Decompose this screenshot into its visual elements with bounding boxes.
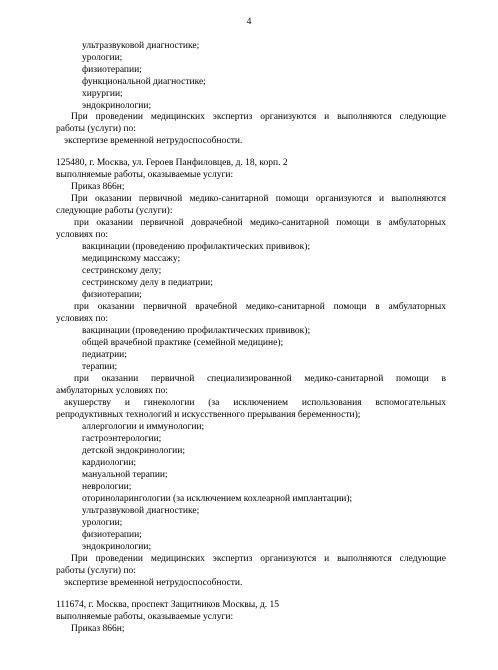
paragraph-line: работы (услуги) по: (56, 566, 136, 576)
list-item: урологии; (82, 518, 123, 528)
list-item: физиотерапии; (82, 290, 142, 300)
list-item: эндокринологии; (82, 542, 152, 552)
paragraph-line: следующие работы (услуги): (56, 206, 173, 216)
list-item: урологии; (82, 53, 123, 63)
list-item: кардиологии; (82, 458, 137, 468)
paragraph-line: экспертизе временной нетрудоспособности. (64, 578, 243, 588)
paragraph-line: при оказании первичной доврачебной медико-санитарной помощи в амбулаторных (74, 218, 446, 228)
paragraph-line: При проведении медицинских экспертиз организуются и выполняются следующие (71, 112, 446, 122)
list-item: хирургии; (82, 89, 123, 99)
list-item: терапии; (82, 362, 118, 372)
paragraph-line: при оказании первичной врачебной медико-санитарной помощи в амбулаторных (74, 302, 446, 312)
list-item: гастроэнтерологии; (82, 434, 162, 444)
order-reference: Приказ 866н; (71, 182, 125, 192)
address-heading: 125480, г. Москва, ул. Героев Панфиловцев, д. 18, корп. 2 (56, 158, 288, 168)
list-item: сестринскому делу в педиатрии; (82, 278, 213, 288)
page-number: 4 (246, 17, 252, 27)
list-item: ультразвуковой диагностике; (82, 41, 200, 51)
list-item: физиотерапии; (82, 530, 142, 540)
list-item: ультразвуковой диагностике; (82, 506, 200, 516)
list-item: неврологии; (82, 482, 132, 492)
list-item: функциональной диагностике; (82, 77, 206, 87)
paragraph-line: условиях по: (56, 314, 108, 324)
list-item: медицинскому массажу; (82, 254, 181, 264)
paragraph-line: выполняемые работы, оказываемые услуги: (56, 612, 234, 622)
paragraph-line: При оказании первичной медико-санитарной помощи организуются и выполняются (71, 194, 446, 204)
paragraph-line: экспертизе временной нетрудоспособности. (64, 136, 243, 146)
list-item: акушерству и гинекологии (за исключением использования вспомогательных (64, 398, 446, 408)
list-item: сестринскому делу; (82, 266, 162, 276)
paragraph-line: выполняемые работы, оказываемые услуги: (56, 170, 234, 180)
list-item: детской эндокринологии; (82, 446, 185, 456)
order-reference: Приказ 866н; (71, 624, 125, 634)
list-item: мануальной терапии; (82, 470, 168, 480)
list-item: педиатрии; (82, 350, 127, 360)
list-item: общей врачебной практике (семейной медицине); (82, 338, 284, 348)
paragraph-line: амбулаторных условиях по: (56, 386, 168, 396)
address-heading: 111674, г. Москва, проспект Защитников Москвы, д. 15 (56, 600, 279, 610)
list-item: вакцинации (проведению профилактических прививок); (82, 326, 311, 336)
list-item: вакцинации (проведению профилактических прививок); (82, 242, 311, 252)
list-item: аллергологии и иммунологии; (82, 422, 205, 432)
list-item: оториноларингологии (за исключением кохлеарной имплантации); (82, 494, 353, 504)
paragraph-line: работы (услуги) по: (56, 124, 136, 134)
list-item: эндокринологии; (82, 101, 152, 111)
paragraph-line: При проведении медицинских экспертиз организуются и выполняются следующие (71, 554, 446, 564)
list-item: репродуктивных технологий и искусственного прерывания беременности); (56, 410, 361, 420)
paragraph-line: условиях по: (56, 230, 108, 240)
paragraph-line: при оказании первичной специализированной медико-санитарной помощи в (74, 374, 446, 384)
list-item: физиотерапии; (82, 65, 142, 75)
